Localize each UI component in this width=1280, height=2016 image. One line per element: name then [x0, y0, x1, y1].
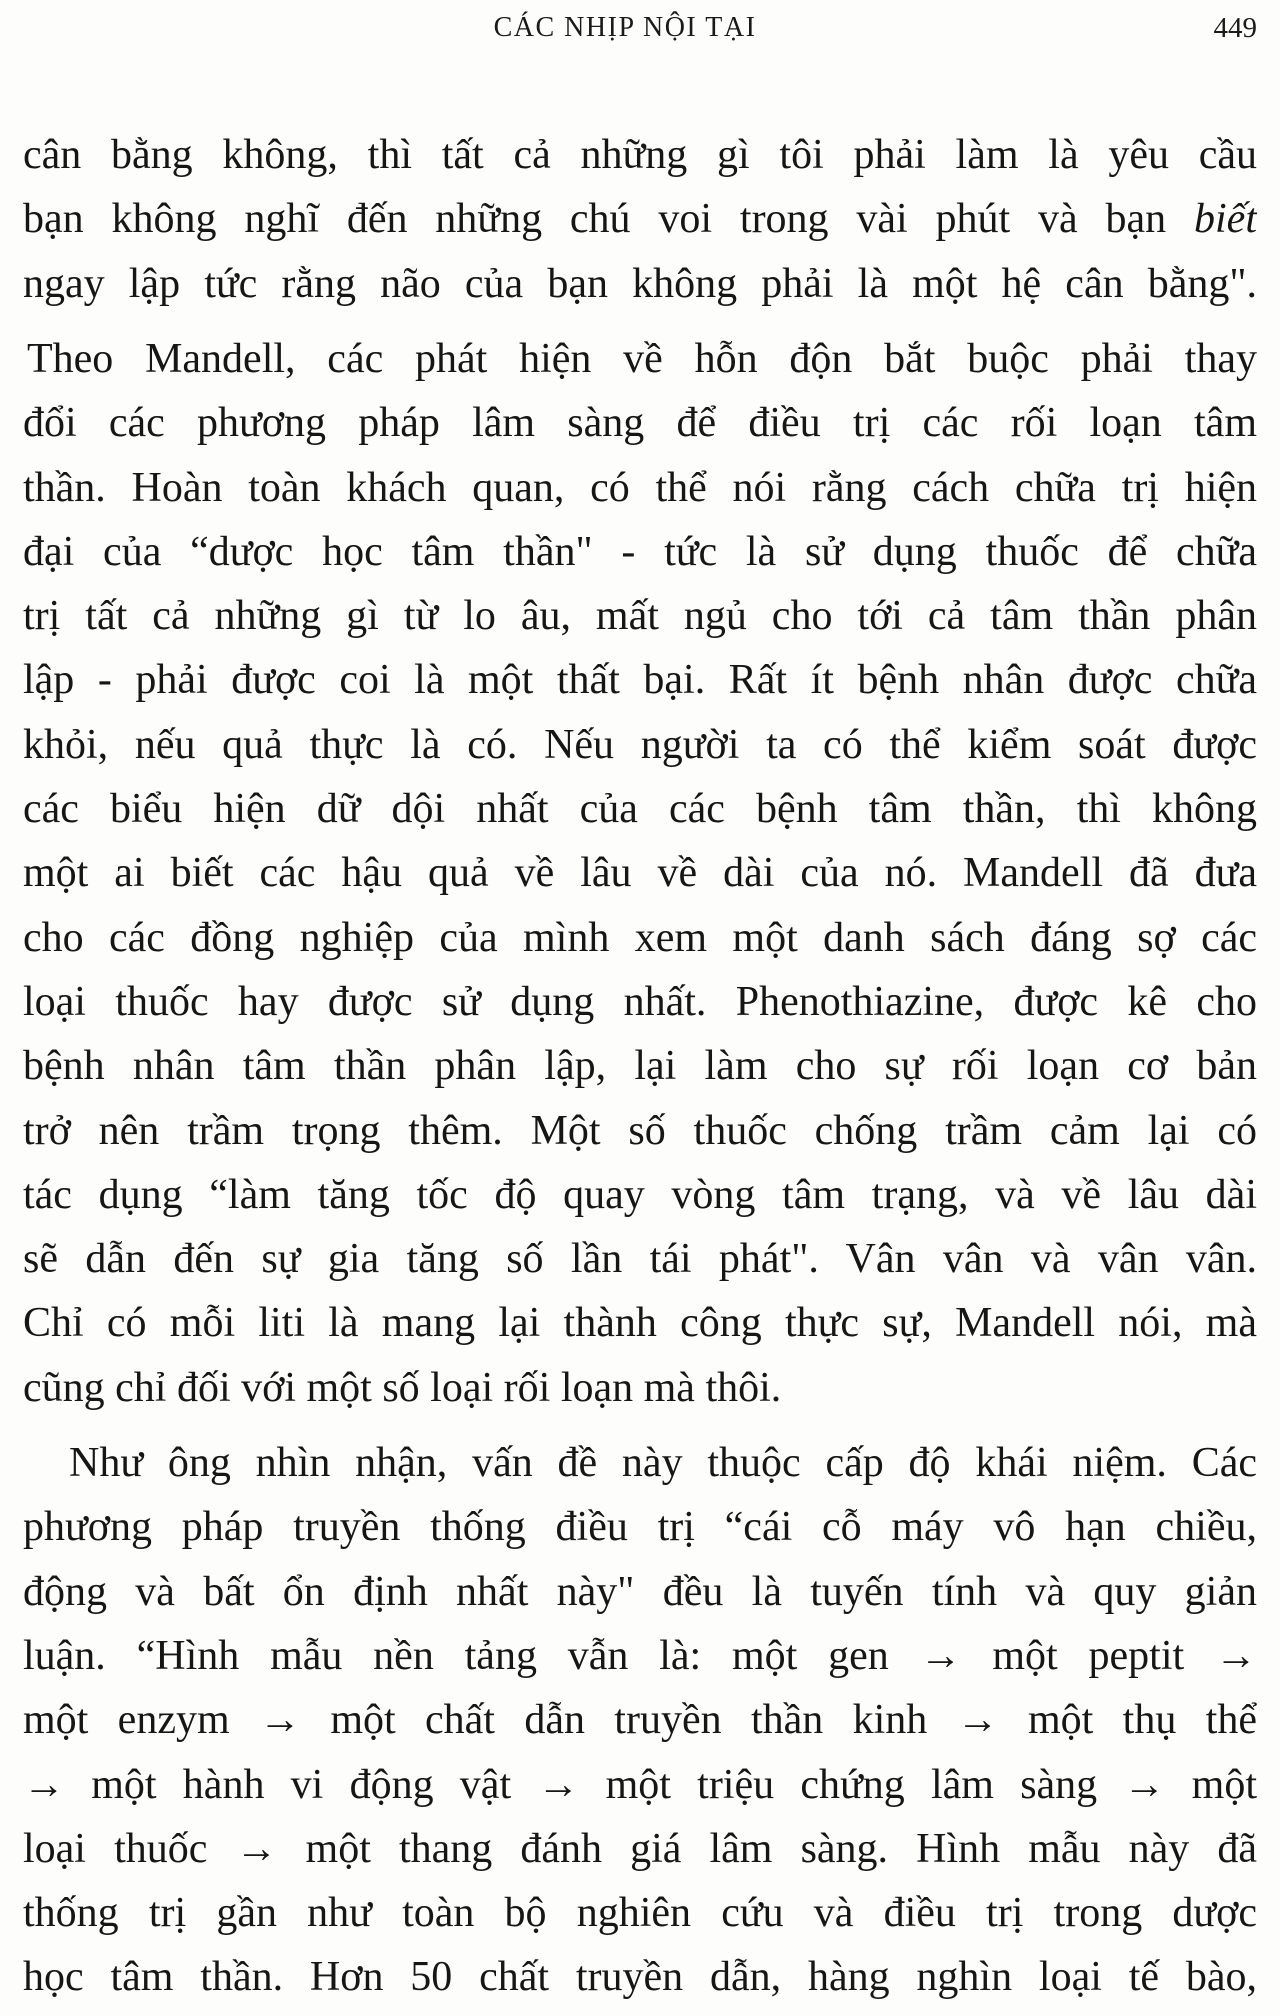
text-line: Như ông nhìn nhận, vấn đề này thuộc cấp độ khái niệm. Các — [69, 1440, 1257, 1486]
text-line: lập - phải được coi là một thất bại. Rất ít bệnh nhân được chữa — [23, 657, 1257, 704]
text-line — [23, 187, 1257, 251]
text-line: ngay lập tức rằng não của bạn không phải là một hệ cân bằng". — [23, 260, 1257, 307]
text-line: thần. Hoàn toàn khách quan, có thể nói rằng cách chữa trị hiện — [23, 464, 1257, 511]
text-line: loại thuốc hay được sử dụng nhất. Phenothiazine, được kê cho — [23, 978, 1257, 1025]
page-number: 449 — [1213, 12, 1257, 44]
text-line: cũng chỉ đối với một số loại rối loạn mà thôi. — [23, 1364, 782, 1411]
text-line: một ai biết các hậu quả về lâu về dài của nó. Mandell đã đưa — [23, 850, 1257, 897]
text-line: bệnh nhân tâm thần phân lập, lại làm cho sự rối loạn cơ bản — [23, 1043, 1257, 1090]
text-line: đại của “dược học tâm thần" - tức là sử dụng thuốc để chữa — [23, 528, 1257, 575]
text-line: sẽ dẫn đến sự gia tăng số lần tái phát". Vân vân và vân vân. — [23, 1236, 1257, 1283]
text-line: luận. “Hình mẫu nền tảng vẫn là: một gen → một peptit → — [23, 1632, 1257, 1679]
text-line: → một hành vi động vật → một triệu chứng lâm sàng → một — [23, 1761, 1257, 1808]
text-line: cho các đồng nghiệp của mình xem một danh sách đáng sợ các — [23, 914, 1257, 961]
text-line: Theo Mandell, các phát hiện về hỗn độn bắt buộc phải thay — [27, 335, 1257, 382]
text-segment: bạn không nghĩ đến những chú voi trong vài phút và bạn — [23, 196, 1195, 243]
text-line: Chỉ có mỗi liti là mang lại thành công thực sự, Mandell nói, mà — [23, 1300, 1257, 1347]
text-line: một enzym → một chất dẫn truyền thần kinh → một thụ thể — [23, 1697, 1257, 1744]
running-header: CÁC NHỊP NỘI TẠI — [493, 12, 757, 43]
text-line: trở nên trầm trọng thêm. Một số thuốc chống trầm cảm lại có — [23, 1107, 1257, 1154]
text-line: loại thuốc → một thang đánh giá lâm sàng. Hình mẫu này đã — [23, 1825, 1257, 1872]
text-line: các biểu hiện dữ dội nhất của các bệnh tâm thần, thì không — [23, 786, 1257, 832]
text-line: phương pháp truyền thống điều trị “cái cỗ máy vô hạn chiều, — [23, 1504, 1257, 1551]
text-line: thống trị gần như toàn bộ nghiên cứu và điều trị trong dược — [23, 1890, 1257, 1937]
italic-word: biết — [1194, 196, 1257, 243]
text-line: khỏi, nếu quả thực là có. Nếu người ta có thể kiểm soát được — [23, 721, 1257, 768]
text-line: đổi các phương pháp lâm sàng để điều trị các rối loạn tâm — [23, 400, 1257, 447]
text-line: cân bằng không, thì tất cả những gì tôi phải làm là yêu cầu — [23, 132, 1257, 178]
text-line: học tâm thần. Hơn 50 chất truyền dẫn, hàng nghìn loại tế bào, — [23, 1954, 1257, 2001]
text-line: động và bất ổn định nhất này" đều là tuyến tính và quy giản — [23, 1568, 1257, 1615]
text-line: trị tất cả những gì từ lo âu, mất ngủ cho tới cả tâm thần phân — [23, 593, 1257, 640]
text-line: tác dụng “làm tăng tốc độ quay vòng tâm trạng, và về lâu dài — [23, 1171, 1257, 1218]
